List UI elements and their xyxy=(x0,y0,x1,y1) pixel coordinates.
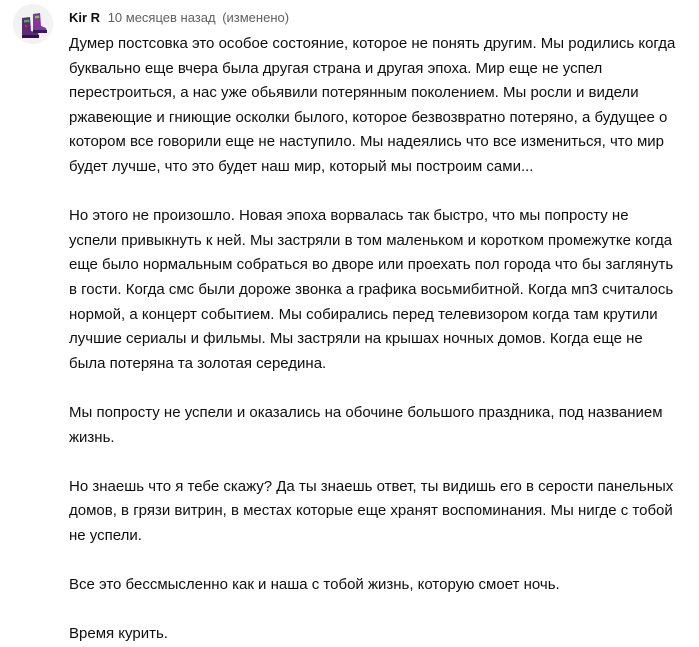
comment-paragraph: Но этого не произошло. Новая эпоха ворвалась так быстро, что мы попросту не успели привыкнуть к ней. Мы застряли в том маленьком и коротком промежутке когда еще было нормальным собраться во дворе или проехать пол города что бы заглянуть в гости. Когда смс были дороже звонка а графика восьмибитной. Когда мп3 считалось нормой, а концерт событием. Мы собирались перед телевизором когда там крутили лучшие сериалы и фильмы. Мы застряли на крышах ночных домов. Когда еще не была потеряна та золотая середина. xyxy=(69,207,674,372)
avatar-image-icon xyxy=(13,4,53,44)
comment-timestamp[interactable]: 10 месяцев назад xyxy=(107,10,216,25)
comment-header xyxy=(69,9,289,27)
author-name[interactable]: Kir R xyxy=(69,10,101,25)
comment-text xyxy=(69,32,679,647)
comment-paragraph: Думер постсовка это особое состояние, которое не понять другим. Мы родились когда буквально еще вчера была другая страна и другая эпоха. Мир еще не успел перестроиться, а нас уже обьявили потерянным поколением. Мы росли и видели ржавеющие и гниющие осколки былого, которое безвозвратно потеряно, а будущее о котором все говорили еще не наступило. Мы надеялись что все измениться, что мир будет лучше, что это будет наш мир, который мы построим сами... xyxy=(69,35,676,175)
comment-paragraph: Мы попросту не успели и оказались на обочине большого праздника, под названием жизнь. xyxy=(69,403,663,446)
avatar[interactable] xyxy=(13,4,53,44)
comment-paragraph: Все это бессмысленно как и наша с тобой жизнь, которую смоет ночь. xyxy=(69,576,560,594)
comment-paragraph: Время курить. xyxy=(69,625,168,643)
edited-label: (изменено) xyxy=(222,10,290,25)
comment-paragraph: Но знаешь что я тебе скажу? Да ты знаешь ответ, ты видишь его в серости панельных домов, в грязи витрин, в местах которые еще хранят воспоминания. Мы нигде с тобой не успели. xyxy=(69,477,674,544)
